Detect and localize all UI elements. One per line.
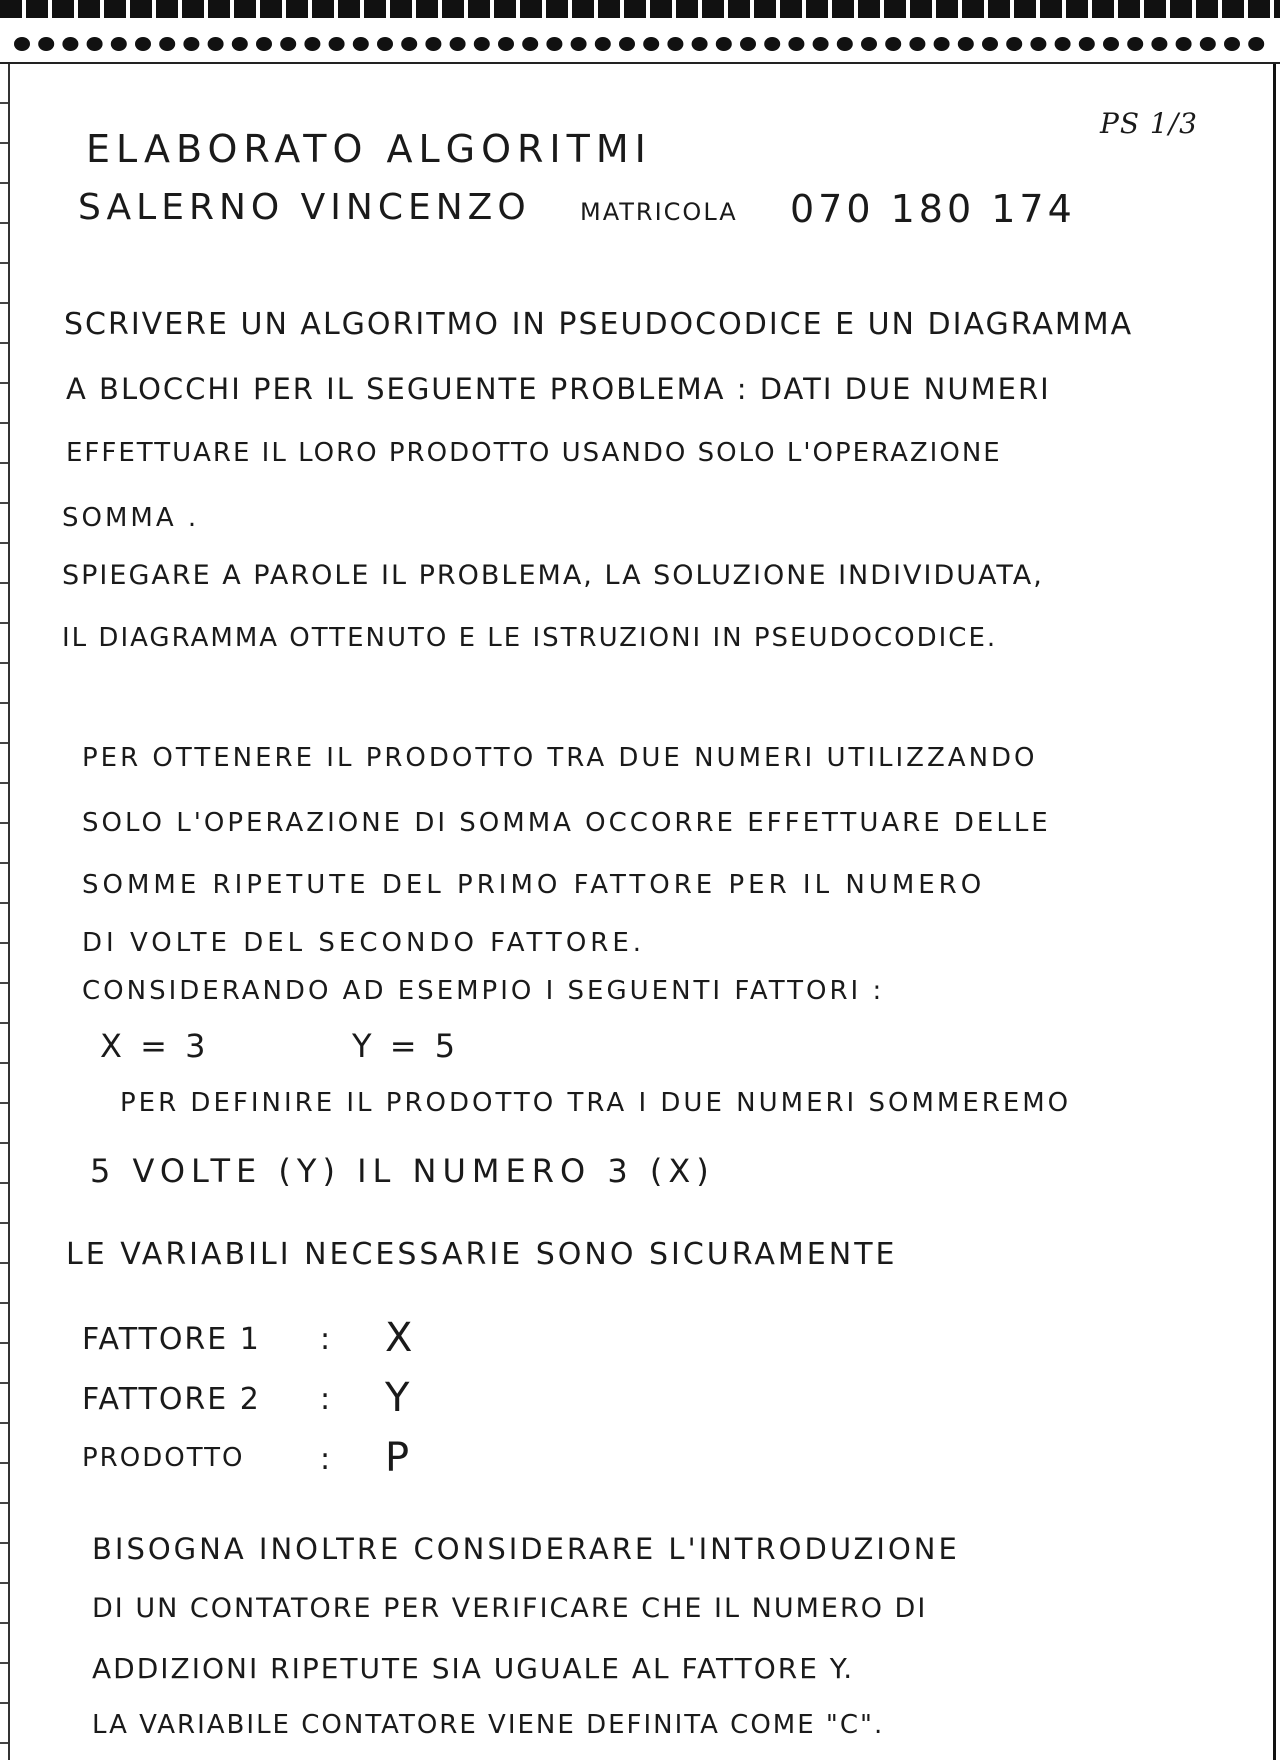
example-x: X = 3 (100, 1027, 210, 1065)
result-line-2: 5 VOLTE (Y) IL NUMERO 3 (X) (90, 1152, 715, 1190)
spiral-hole (1248, 37, 1264, 51)
spiral-hole (788, 37, 804, 51)
spiral-hole (1176, 37, 1192, 51)
spiral-hole (571, 37, 587, 51)
variables-intro: LE VARIABILI NECESSARIE SONO SICURAMENTE (66, 1237, 898, 1272)
spiral-hole (1127, 37, 1143, 51)
spiral-hole (813, 37, 829, 51)
spiral-hole (111, 37, 127, 51)
variable-symbol-2: Y (385, 1375, 413, 1421)
right-margin-line (1273, 64, 1276, 1760)
spiral-hole (329, 37, 345, 51)
spiral-hole (1151, 37, 1167, 51)
explanation-line-2: SOLO L'OPERAZIONE DI SOMMA OCCORRE EFFETTUARE DELLE (82, 808, 1051, 838)
spiral-hole (1200, 37, 1216, 51)
spiral-hole (474, 37, 490, 51)
left-margin-line (8, 64, 10, 1760)
spiral-hole (1030, 37, 1046, 51)
spiral-hole (909, 37, 925, 51)
binding-line (0, 62, 1280, 64)
spiral-hole (1103, 37, 1119, 51)
document-title: ELABORATO ALGORITMI (86, 127, 652, 171)
explanation-line-3: SOMME RIPETUTE DEL PRIMO FATTORE PER IL NUMERO (82, 870, 986, 900)
spiral-hole (62, 37, 78, 51)
spiral-hole (450, 37, 466, 51)
task-line-3: EFFETTUARE IL LORO PRODOTTO USANDO SOLO L'OPERAZIONE (66, 438, 1002, 468)
spiral-hole (861, 37, 877, 51)
spiral-hole (1055, 37, 1071, 51)
variable-name-1: FATTORE 1 (82, 1322, 261, 1357)
variable-symbol-1: X (385, 1315, 416, 1361)
spiral-hole (401, 37, 417, 51)
variable-colon-3: : (320, 1442, 334, 1477)
spiral-hole (159, 37, 175, 51)
spiral-hole (256, 37, 272, 51)
matricola-value: 070 180 174 (790, 187, 1076, 231)
spiral-hole (498, 37, 514, 51)
example-y: Y = 5 (352, 1027, 460, 1065)
spiral-hole (740, 37, 756, 51)
spiral-hole (1079, 37, 1095, 51)
spiral-hole (934, 37, 950, 51)
explanation-line-4: DI VOLTE DEL SECONDO FATTORE. (82, 928, 646, 958)
spiral-hole (87, 37, 103, 51)
spiral-hole (232, 37, 248, 51)
variable-name-2: FATTORE 2 (82, 1382, 261, 1417)
spiral-hole (595, 37, 611, 51)
explanation-line-1: PER OTTENERE IL PRODOTTO TRA DUE NUMERI UTILIZZANDO (82, 743, 1038, 773)
counter-line-1: BISOGNA INOLTRE CONSIDERARE L'INTRODUZIONE (92, 1532, 960, 1566)
variable-name-3: PRODOTTO (82, 1443, 245, 1473)
spiral-hole (183, 37, 199, 51)
spiral-hole (619, 37, 635, 51)
spiral-hole (14, 37, 30, 51)
spiral-hole (208, 37, 224, 51)
spiral-hole (692, 37, 708, 51)
spiral-hole (135, 37, 151, 51)
spiral-hole (667, 37, 683, 51)
counter-line-3: ADDIZIONI RIPETUTE SIA UGUALE AL FATTORE Y. (92, 1652, 855, 1685)
spiral-hole (377, 37, 393, 51)
spiral-hole (353, 37, 369, 51)
spiral-hole (982, 37, 998, 51)
spiral-hole (546, 37, 562, 51)
task-line-6: IL DIAGRAMMA OTTENUTO E LE ISTRUZIONI IN PSEUDOCODICE. (62, 623, 998, 653)
variable-symbol-3: P (385, 1435, 413, 1481)
binding-strip (0, 0, 1280, 18)
spiral-hole (522, 37, 538, 51)
spiral-hole (1006, 37, 1022, 51)
spiral-hole (837, 37, 853, 51)
spiral-hole (280, 37, 296, 51)
spiral-hole (764, 37, 780, 51)
spiral-hole (643, 37, 659, 51)
task-line-4: SOMMA . (62, 503, 200, 533)
counter-line-4: LA VARIABILE CONTATORE VIENE DEFINITA COME "C". (92, 1710, 885, 1740)
task-line-2: A BLOCCHI PER IL SEGUENTE PROBLEMA : DATI DUE NUMERI (66, 372, 1051, 406)
matricola-label: MATRICOLA (580, 198, 738, 226)
author-name: SALERNO VINCENZO (78, 187, 531, 228)
spiral-hole (885, 37, 901, 51)
explanation-line-5: CONSIDERANDO AD ESEMPIO I SEGUENTI FATTORI : (82, 976, 885, 1006)
spiral-hole (304, 37, 320, 51)
result-line-1: PER DEFINIRE IL PRODOTTO TRA I DUE NUMERI SOMMEREMO (120, 1088, 1072, 1118)
counter-line-2: DI UN CONTATORE PER VERIFICARE CHE IL NUMERO DI (92, 1593, 928, 1624)
spiral-hole (38, 37, 54, 51)
page-number: PS 1/3 (1100, 107, 1198, 140)
spiral-hole (716, 37, 732, 51)
task-line-5: SPIEGARE A PAROLE IL PROBLEMA, LA SOLUZIONE INDIVIDUATA, (62, 560, 1044, 591)
spiral-hole (1224, 37, 1240, 51)
task-line-1: SCRIVERE UN ALGORITMO IN PSEUDOCODICE E UN DIAGRAMMA (64, 307, 1134, 342)
variable-colon-1: : (320, 1322, 334, 1357)
spiral-hole (425, 37, 441, 51)
spiral-hole (958, 37, 974, 51)
variable-colon-2: : (320, 1382, 334, 1417)
spiral-holes (0, 28, 1280, 58)
